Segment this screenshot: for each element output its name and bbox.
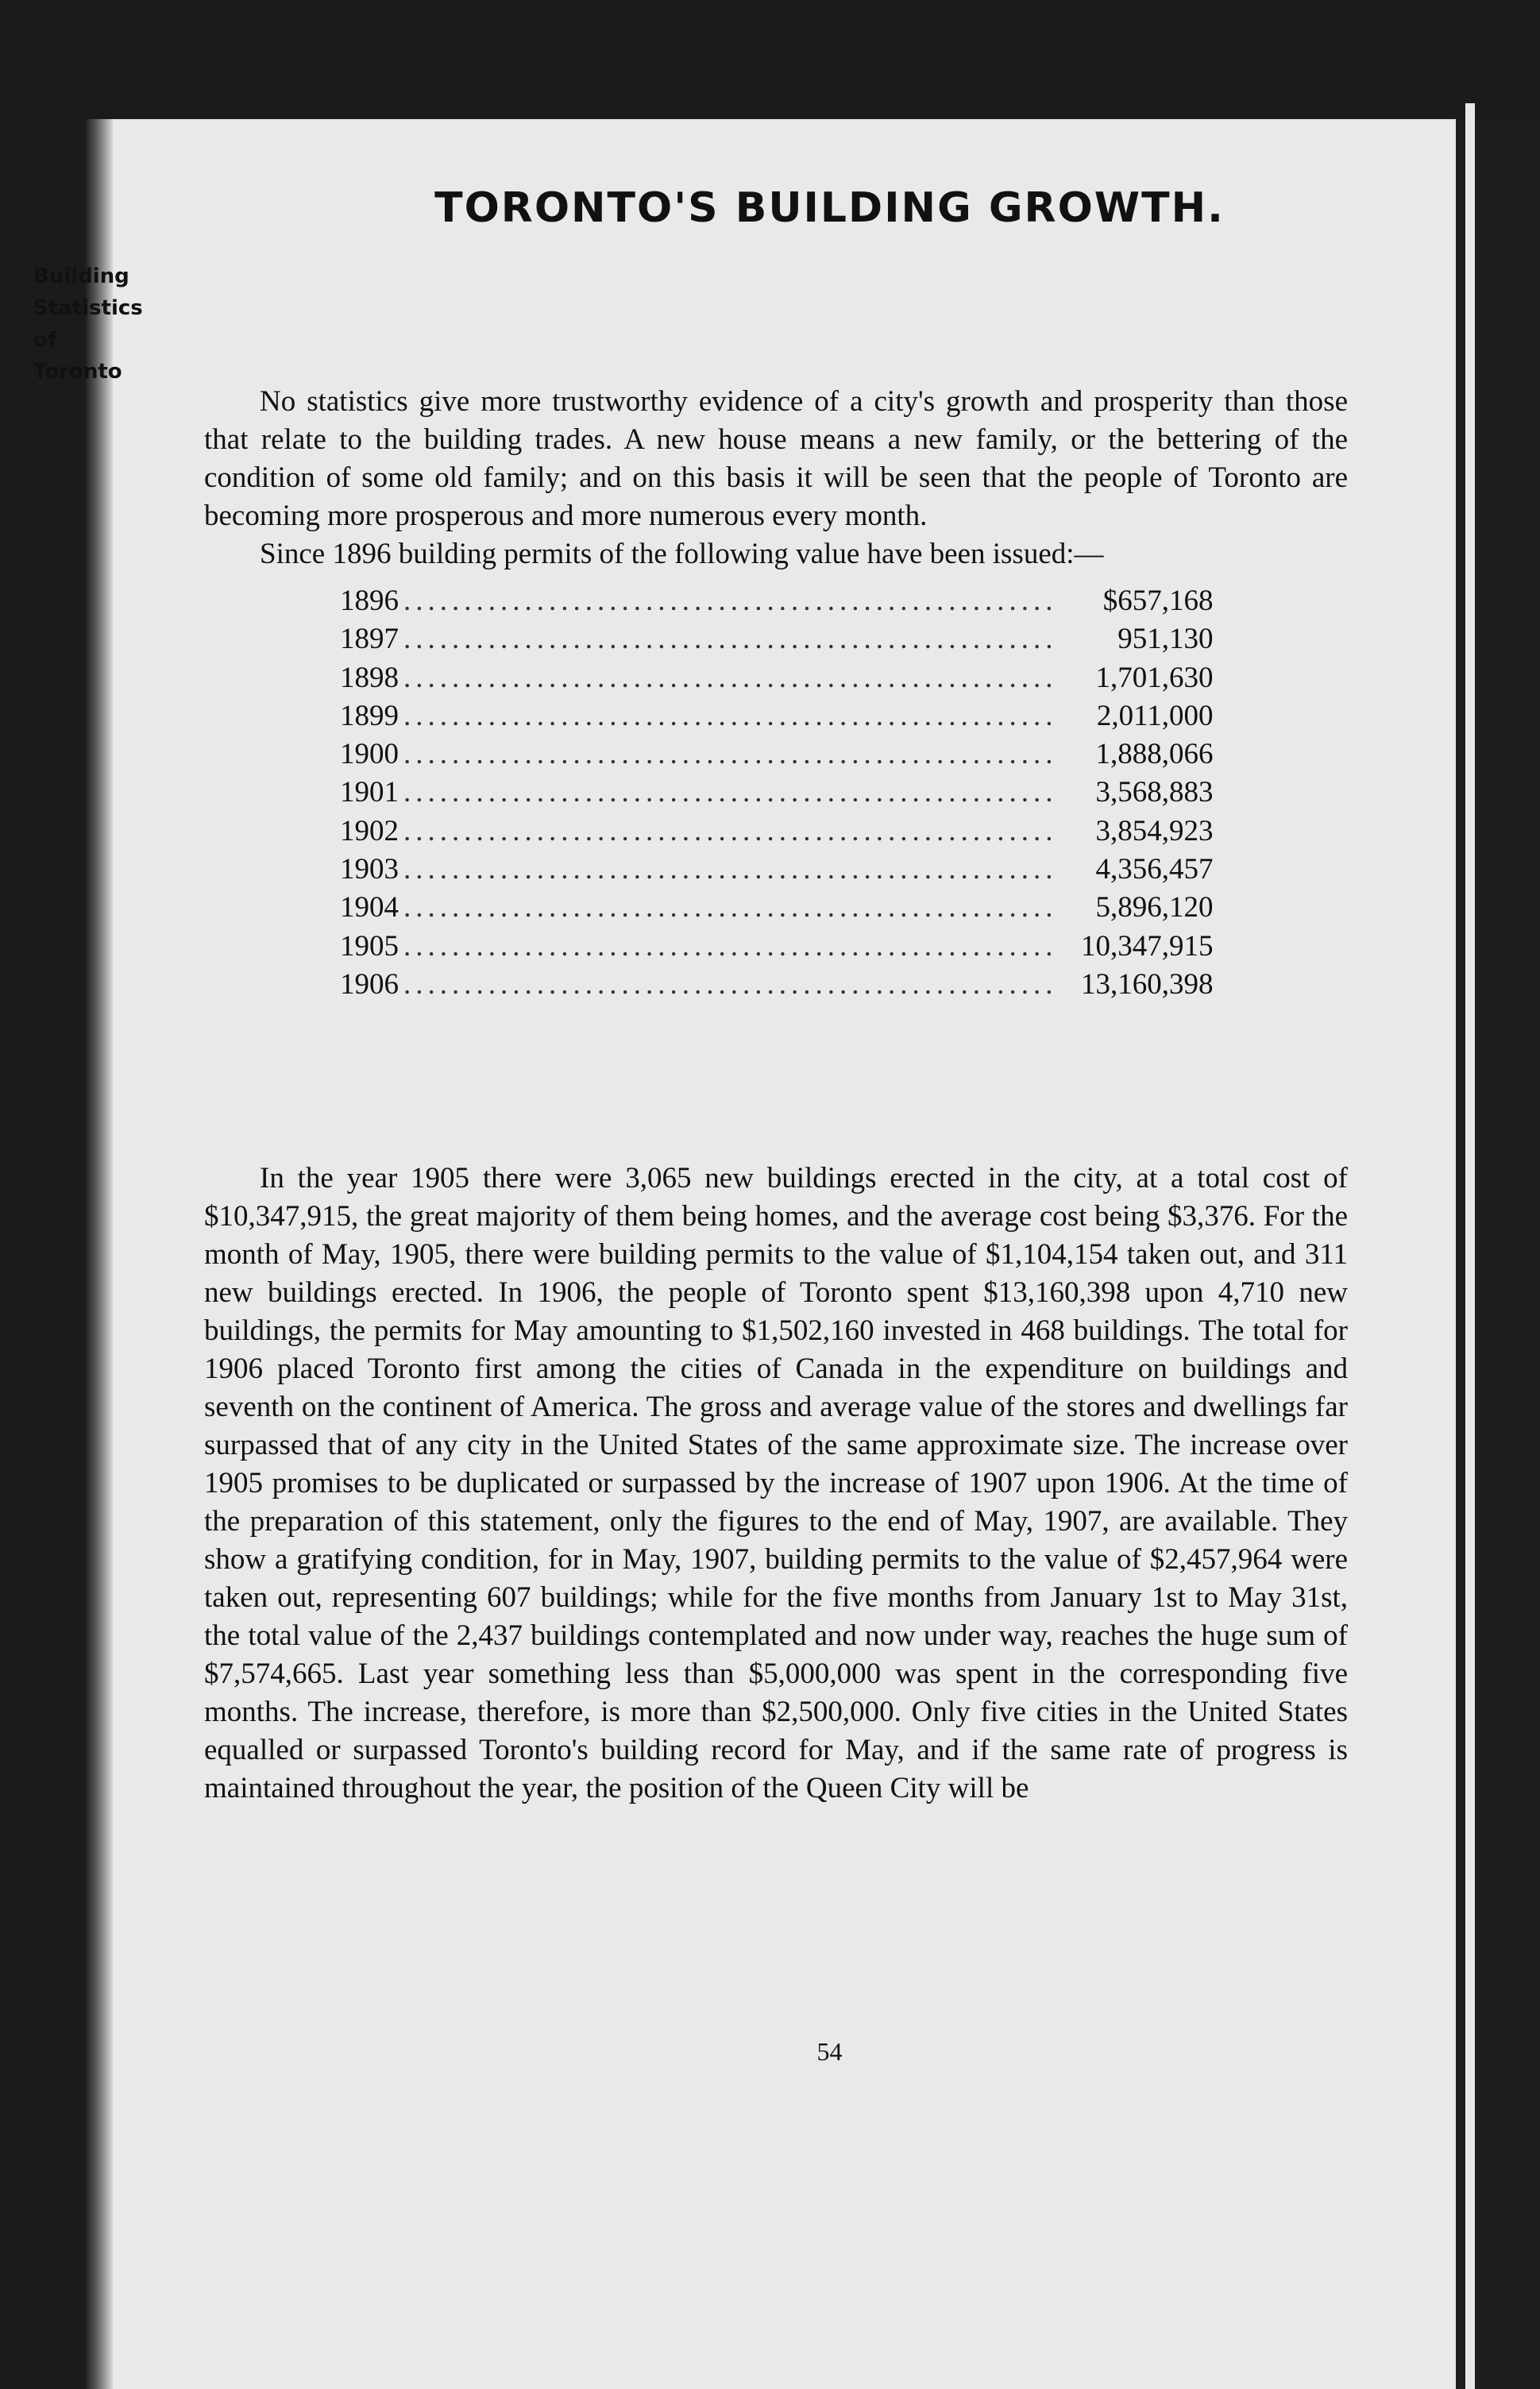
permit-value: 13,160,398 xyxy=(1081,967,1214,1001)
table-row xyxy=(340,661,1214,699)
margin-note xyxy=(33,261,184,388)
intro-section xyxy=(204,383,1348,573)
leader-dots: ...................................................... xyxy=(403,891,1058,924)
page-title: TORONTO'S BUILDING GROWTH. xyxy=(434,184,1225,232)
table-row xyxy=(340,852,1214,890)
leader-dots: ...................................................... xyxy=(403,929,1058,963)
leader-dots: ...................................................... xyxy=(403,776,1058,809)
permit-year: 1896 xyxy=(340,585,399,617)
leader-dots: ...................................................... xyxy=(403,623,1058,656)
leader-dots: ...................................................... xyxy=(403,853,1058,886)
permit-value: 3,568,883 xyxy=(1095,776,1214,809)
leader-dots: ...................................................... xyxy=(403,699,1058,732)
permit-year: 1904 xyxy=(340,891,399,924)
permit-year: 1905 xyxy=(340,929,399,963)
permit-value: 5,896,120 xyxy=(1095,891,1214,924)
leader-dots: ...................................................... xyxy=(403,738,1058,771)
leader-dots: ...................................................... xyxy=(403,967,1058,1001)
permit-value: 2,011,000 xyxy=(1096,699,1214,732)
margin-note-line: Statistics xyxy=(33,296,143,320)
permit-value: $657,168 xyxy=(1102,585,1214,617)
body-paragraph: In the year 1905 there were 3,065 new buildings erected in the city, at a total cost of $10,347,915, the great majority of them being homes, and the average cost being $3,376. For the month of May, 1905, there were building permits to the value of $1,104,154 taken out, and 311 new buildings erected. In 1906, the people of Toronto spent $13,160,398 upon 4,710 new buildings, the permits for May amounting to $1,502,160 invested in 468 buildings. The total for 1906 placed Toronto first among the cities of Canada in the expenditure on buildings and seventh on the continent of America. The gross and average value of the stores and dwellings far surpassed that of any city in the United States of the same approximate size. The increase over 1905 promises to be duplicated or surpassed by the increase of 1907 upon 1906. At the time of the preparation of this statement, only the figures to the end of May, 1907, are available. They show a gratifying condition, for in May, 1907, building permits to the value of $2,457,964 were taken out, representing 607 buildings; while for the five months from January 1st to May 31st, the total value of the 2,437 buildings contemplated and now under way, reaches the huge sum of $7,574,665. Last year something less than $5,000,000 was spent in the corresponding five months. The increase, therefore, is more than $2,500,000. Only five cities in the United States equalled or surpassed Toronto's building record for May, and if the same rate of progress is maintained throughout the year, the position of the Queen City will be xyxy=(204,1162,1348,1804)
leader-dots: ...................................................... xyxy=(403,814,1058,847)
margin-note-line: Toronto xyxy=(33,360,122,384)
table-row xyxy=(340,929,1214,967)
table-row xyxy=(340,814,1214,852)
table-row xyxy=(340,890,1214,928)
permit-year: 1897 xyxy=(340,623,399,656)
permit-year: 1906 xyxy=(340,967,399,1001)
permit-year: 1901 xyxy=(340,776,399,809)
leader-dots: ...................................................... xyxy=(403,585,1058,617)
permit-value: 3,854,923 xyxy=(1095,814,1214,847)
permit-value: 951,130 xyxy=(1117,623,1214,656)
leader-dots: ...................................................... xyxy=(403,661,1058,694)
body-section xyxy=(204,1160,1348,1808)
permit-year: 1903 xyxy=(340,853,399,886)
margin-note-line: of xyxy=(33,328,57,352)
permit-value: 1,888,066 xyxy=(1095,738,1214,771)
table-row xyxy=(340,622,1214,660)
page-number: 54 xyxy=(816,2037,843,2066)
permit-value: 1,701,630 xyxy=(1095,661,1214,694)
permit-year: 1899 xyxy=(340,699,399,732)
permit-year: 1898 xyxy=(340,661,399,694)
permit-value: 4,356,457 xyxy=(1095,853,1214,886)
table-row xyxy=(340,699,1214,737)
table-row xyxy=(340,775,1214,813)
table-row xyxy=(340,584,1214,622)
table-row xyxy=(340,967,1214,1005)
permit-year: 1900 xyxy=(340,738,399,771)
since-paragraph: Since 1896 building permits of the following value have been issued:— xyxy=(260,538,1104,570)
permit-value: 10,347,915 xyxy=(1081,929,1214,963)
permit-year: 1902 xyxy=(340,814,399,847)
permits-table xyxy=(340,584,1214,1005)
margin-note-line: Building xyxy=(33,264,129,288)
table-row xyxy=(340,737,1214,775)
intro-paragraph: No statistics give more trustworthy evidence of a city's growth and prosperity than those that relate to the building trades. A new house means a new family, or the bettering of the condition of some old family; and on this basis it will be seen that the people of Toronto are becoming more prosperous and more numerous every month. xyxy=(204,385,1348,532)
